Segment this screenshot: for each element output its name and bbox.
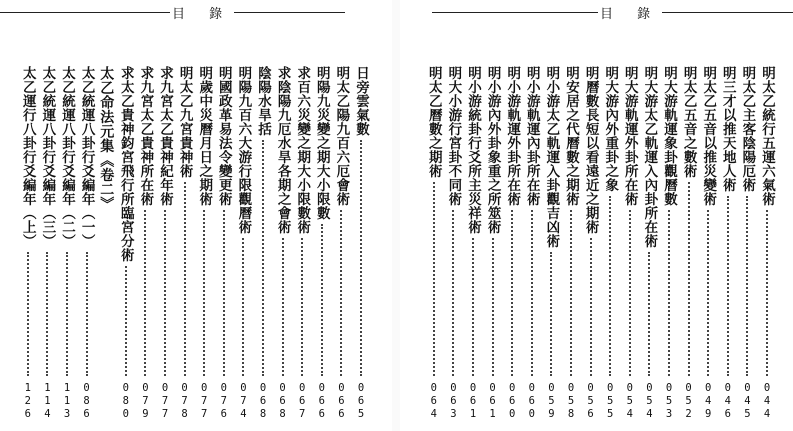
toc-entry-title: 明太乙五音以推災變術 <box>700 66 717 206</box>
toc-entry-title: 太乙統運八卦行爻編年（二） <box>59 66 75 248</box>
toc-leader-dots <box>433 182 453 376</box>
toc-entry <box>503 66 521 421</box>
toc-page-number: 055 <box>604 382 617 421</box>
toc-leader-dots <box>511 210 531 376</box>
toc-entry-title: 明安居之代曆數之期術 <box>563 66 579 206</box>
toc-leader-dots <box>492 238 512 376</box>
toc-entry-title: 明大游軌運外卦所在術 <box>621 66 638 206</box>
toc-leader-dots <box>242 238 262 376</box>
header-title-right: 目 錄 <box>598 3 662 22</box>
toc-page-number: 060 <box>525 382 538 421</box>
toc-page-number: 063 <box>447 382 460 421</box>
toc-leader-dots <box>550 252 570 376</box>
toc-page-number: 076 <box>217 382 230 421</box>
toc-page-number: 077 <box>159 382 171 421</box>
toc-leader-dots <box>184 182 204 376</box>
toc-entry <box>78 66 96 421</box>
toc-leader-dots <box>340 210 360 376</box>
toc-leader-dots <box>46 252 66 376</box>
toc-entry-title: 明陽九災變之期大小限數 <box>313 66 330 220</box>
toc-entry-title: 明太乙統行五運六氣術 <box>759 66 775 206</box>
toc-leader-dots <box>321 224 341 376</box>
toc-page-number: 078 <box>178 382 191 421</box>
section-heading: 太乙命法元集《卷二》 <box>98 66 115 211</box>
toc-entry <box>758 66 776 421</box>
toc-entry-title: 求陰陽九厄水旱各期之會術 <box>274 66 291 234</box>
toc-entry <box>582 66 600 421</box>
toc-page-number: 052 <box>682 382 695 421</box>
toc-entry-title: 明國政革易法令變更術 <box>215 66 232 206</box>
toc-page-number: 059 <box>545 382 558 421</box>
toc-entry-title: 太乙統運八卦行爻編年（三） <box>39 66 56 248</box>
toc-entry-title: 明三才以推天地人術 <box>719 66 736 192</box>
toc-entry-title: 太乙運行八卦行爻編年（上） <box>19 66 36 248</box>
toc-page-number: 067 <box>296 382 309 421</box>
toc-entry <box>97 66 115 211</box>
toc-entry <box>352 66 370 421</box>
toc-entry <box>234 66 252 421</box>
toc-entry-title: 明小游軌運內卦所在術 <box>523 66 540 206</box>
toc-entry <box>523 66 541 421</box>
toc-entry <box>136 66 154 421</box>
toc-page-number: 053 <box>663 382 675 421</box>
toc-entry-title: 明大游軌運象卦觀曆數 <box>661 66 677 206</box>
toc-page-number: 068 <box>257 382 269 421</box>
book-gutter <box>392 0 400 431</box>
toc-entry-title: 明太乙主客陰陽厄術 <box>739 66 756 192</box>
toc-leader-dots <box>86 252 106 376</box>
toc-page-number: 064 <box>427 382 440 421</box>
toc-leader-dots <box>629 210 649 376</box>
toc-entry <box>719 66 737 421</box>
toc-entry-title: 明歲中災曆月日之期術 <box>196 66 213 206</box>
toc-entry-title: 明小游軌運外卦所在術 <box>504 66 521 206</box>
toc-page-number: 080 <box>119 382 132 421</box>
toc-leader-dots <box>203 210 223 376</box>
toc-leader-dots <box>766 210 786 376</box>
toc-entry <box>680 66 698 421</box>
toc-page-number: 044 <box>761 382 773 421</box>
toc-leader-dots <box>727 196 747 376</box>
toc-page-number: 074 <box>237 382 250 421</box>
right-page <box>400 0 793 431</box>
toc-leader-dots <box>688 182 708 376</box>
toc-entry-title: 明小游太乙軌運入卦觀吉凶術 <box>543 66 560 248</box>
toc-entry <box>484 66 502 421</box>
toc-entry-title: 日旁雲氣數 <box>353 66 369 136</box>
toc-entry <box>660 66 678 421</box>
toc-page-number: 066 <box>335 382 348 421</box>
toc-leader-dots <box>609 196 629 376</box>
toc-entry-title: 求太乙貴神鈞宮飛行所臨宮分術 <box>117 66 134 262</box>
toc-entry <box>215 66 233 421</box>
toc-leader-dots <box>668 210 688 376</box>
toc-leader-dots <box>570 210 590 376</box>
left-page <box>0 0 392 431</box>
toc-entry <box>425 66 443 421</box>
toc-leader-dots <box>472 238 492 376</box>
toc-page-number: 058 <box>565 382 577 421</box>
toc-page-number: 068 <box>276 382 289 421</box>
toc-entry <box>738 66 756 421</box>
toc-entry <box>254 66 272 421</box>
toc-leader-dots <box>707 210 727 376</box>
toc-page-number: 060 <box>506 382 519 421</box>
toc-page-number: 086 <box>80 382 93 421</box>
toc-leader-dots <box>282 238 302 376</box>
toc-page-number: 079 <box>139 382 152 421</box>
toc-entry-title: 明小游內外卦象重之所筮術 <box>484 66 501 234</box>
toc-entry <box>156 66 174 421</box>
toc-entry-title: 陰陽水旱括 <box>255 66 271 136</box>
toc-entry <box>19 66 37 421</box>
toc-entry-title: 求九宮太乙貴神紀年術 <box>157 66 173 206</box>
toc-leader-dots <box>452 210 472 376</box>
header-title-left: 目 錄 <box>170 3 234 22</box>
toc-leader-dots <box>164 210 184 376</box>
toc-entry <box>562 66 580 421</box>
toc-page-number: 049 <box>702 382 715 421</box>
toc-page-number: 061 <box>486 382 499 421</box>
toc-entry <box>464 66 482 421</box>
toc-entry-title: 求百六災變之期大小限數術 <box>294 66 311 234</box>
toc-entry <box>117 66 135 421</box>
toc-leader-dots <box>125 266 145 376</box>
toc-page-number: 054 <box>623 382 636 421</box>
toc-leader-dots <box>27 252 47 376</box>
toc-entry-title: 明大游內外重卦之象 <box>602 66 619 192</box>
toc-entry <box>621 66 639 421</box>
toc-entry <box>58 66 76 421</box>
toc-page-number: 061 <box>467 382 479 421</box>
toc-leader-dots <box>531 210 551 376</box>
toc-entry-title: 明大游太乙軌運入內卦所在術 <box>641 66 658 248</box>
toc-page-number: 126 <box>21 382 34 421</box>
toc-entry <box>293 66 311 421</box>
toc-entry <box>176 66 194 421</box>
toc-entry <box>332 66 350 421</box>
toc-entry <box>313 66 331 421</box>
toc-page-number: 065 <box>355 382 367 421</box>
toc-entry <box>38 66 56 421</box>
toc-page-number: 045 <box>741 382 754 421</box>
toc-leader-dots <box>144 210 164 376</box>
toc-entry-title: 求九宮太乙貴神所在術 <box>137 66 154 206</box>
toc-page-number: 046 <box>721 382 734 421</box>
toc-entry-title: 明曆數長短以看遠近之期術 <box>582 66 599 234</box>
toc-page-number: 056 <box>584 382 597 421</box>
toc-leader-dots <box>66 252 86 376</box>
toc-entry-title: 明太乙五音之數術 <box>680 66 697 178</box>
toc-leader-dots <box>223 210 243 376</box>
toc-entry-title: 明太乙陽九百六厄會術 <box>333 66 350 206</box>
toc-entry-title: 明陽九百六大游行限觀曆術 <box>235 66 252 234</box>
toc-leader-dots <box>301 238 321 376</box>
toc-leader-dots <box>590 238 610 376</box>
toc-leader-dots <box>746 196 766 376</box>
toc-entry-title: 明太乙曆數之期術 <box>425 66 442 178</box>
toc-page-number: 114 <box>41 382 54 421</box>
toc-entry-title: 明大小游行宮卦不同術 <box>445 66 462 206</box>
toc-page-number: 066 <box>315 382 328 421</box>
toc-page-number: 077 <box>198 382 211 421</box>
toc-leader-dots <box>262 140 282 376</box>
toc-entry-title: 明太乙九宮貴神術 <box>176 66 193 178</box>
toc-leader-dots <box>648 252 668 376</box>
toc-page-number: 054 <box>643 382 656 421</box>
toc-entry-title: 明小游統卦行爻所主災祥術 <box>465 66 481 234</box>
toc-leader-dots <box>360 140 380 376</box>
toc-page-number: 113 <box>61 382 73 421</box>
toc-entry <box>601 66 619 421</box>
toc-entry-title: 太乙統運八卦行爻編年（一） <box>78 66 95 248</box>
